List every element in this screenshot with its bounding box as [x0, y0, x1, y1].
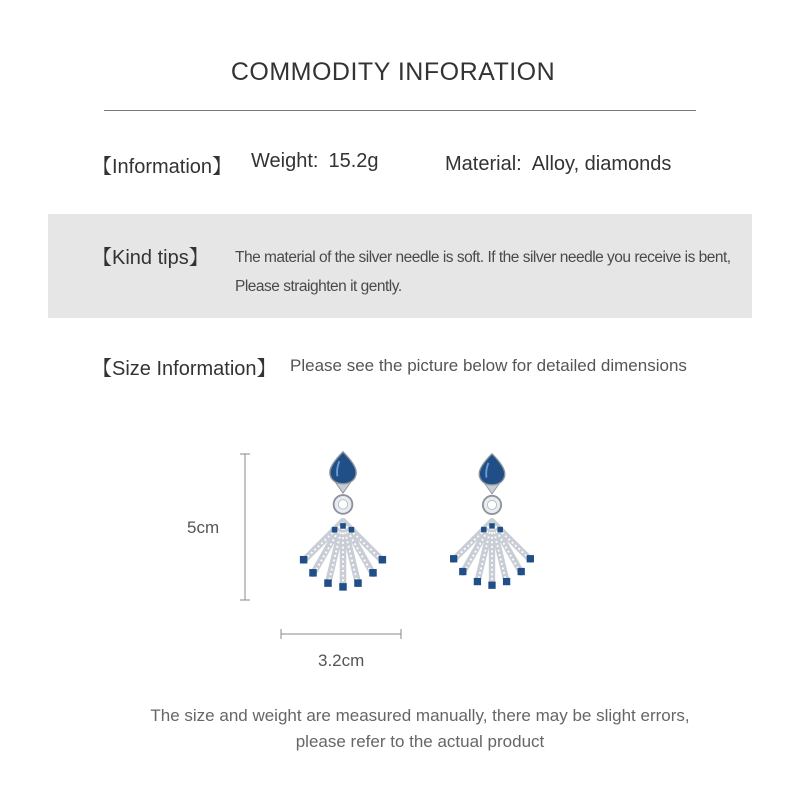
width-label: 3.2cm: [318, 651, 365, 670]
height-label: 5cm: [187, 518, 220, 537]
material-label: Material:: [445, 153, 522, 175]
kind-tips-line-2: Please straighten it gently.: [235, 278, 402, 295]
width-dimension-line: [281, 629, 401, 639]
page-title: COMMODITY INFORATION: [230, 58, 556, 86]
size-information-tag: 【Size Information】: [92, 358, 277, 380]
weight-value: 15.2g: [328, 150, 379, 172]
kind-tips-tag: 【Kind tips】: [92, 247, 209, 269]
information-tag: 【Information】: [92, 156, 233, 178]
weight-label: Weight:: [251, 150, 319, 172]
footer-line-2: please refer to the actual product: [295, 732, 545, 751]
footer-note: [100, 703, 740, 755]
material-value: Alloy, diamonds: [531, 153, 672, 175]
size-description: Please see the picture below for detailed dimensions: [290, 356, 687, 375]
footer-line-1: The size and weight are measured manually, there may be slight errors,: [150, 706, 690, 725]
kind-tips-line-1: The material of the silver needle is soft. If the silver needle you receive is bent,: [235, 249, 731, 266]
earring-left: [300, 452, 386, 591]
height-dimension-line: [240, 454, 250, 600]
earring-right: [450, 454, 534, 589]
